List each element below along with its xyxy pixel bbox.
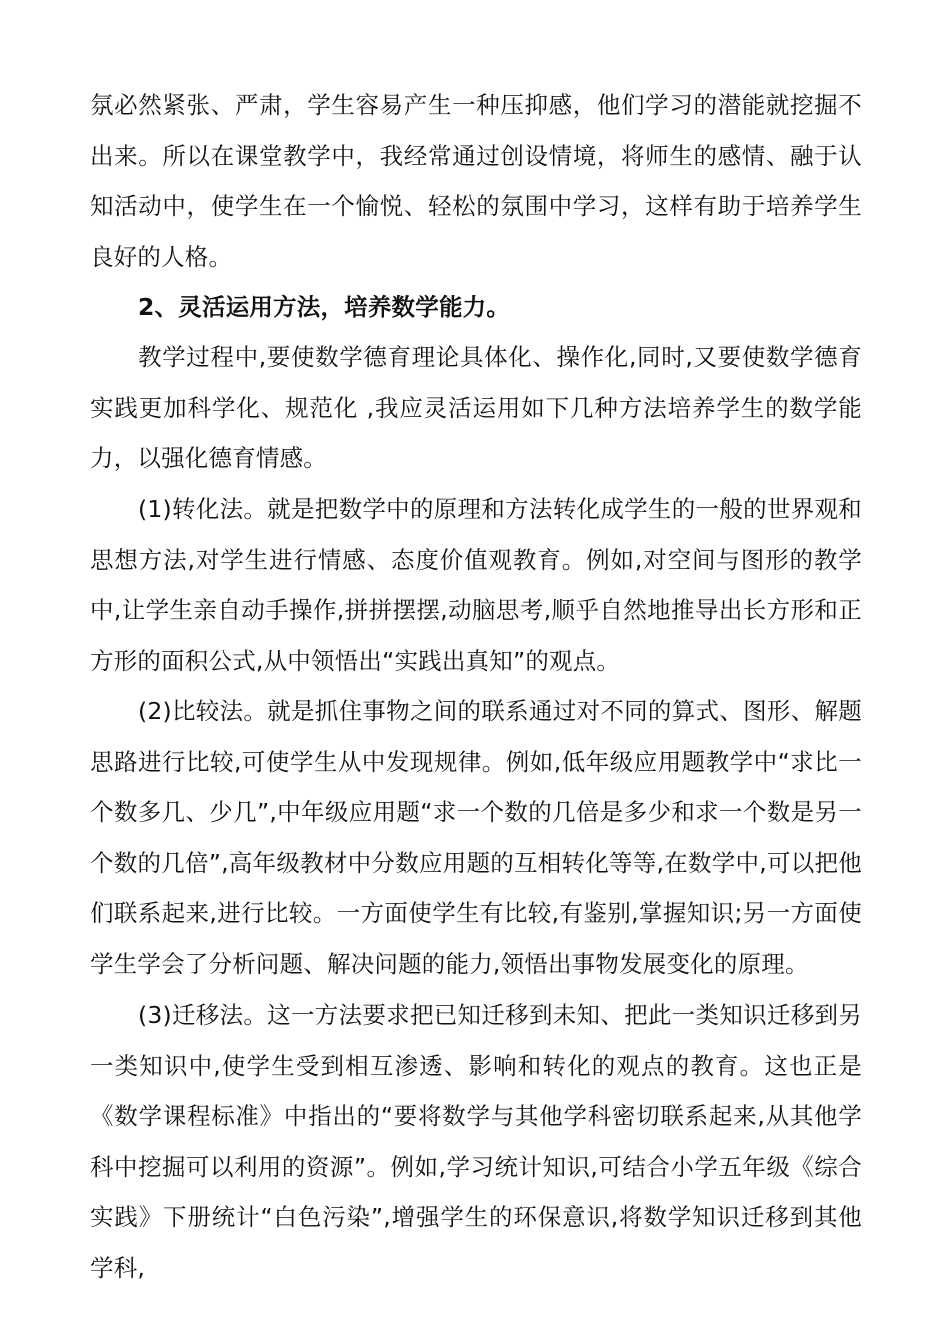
paragraph-transformation-method: (1)转化法。就是把数学中的原理和方法转化成学生的一般的世界观和思想方法,对学生进行情感、态度价值观教育。例如,对空间与图形的教学中,让学生亲自动手操作,拼拼摆摆,动脑思考,顺乎自然地推导出长方形和正方形的面积公式,从中领悟出“实践出真知”的观点。 (90, 495, 862, 675)
section-heading: 2、灵活运用方法，培养数学能力。 (138, 293, 511, 321)
paragraph-transfer-method: (3)迁移法。这一方法要求把已知迁移到未知、把此一类知识迁移到另一类知识中,使学生受到相互渗透、影响和转化的观点的教育。这也正是《数学课程标准》中指出的“要将数学与其他学科密切联系起来,从其他学科中挖掘可以利用的资源”。例如,学习统计知识,可结合小学五年级《综合实践》下册统计“白色污染”,增强学生的环保意识,将数学知识迁移到其他学科, (90, 1001, 862, 1282)
paragraph-intro: 教学过程中,要使数学德育理论具体化、操作化,同时,又要使数学德育实践更加科学化、规范化 ,我应灵活运用如下几种方法培养学生的数学能力，以强化德育情感。 (90, 343, 862, 473)
paragraph-continuation: 氛必然紧张、严肃，学生容易产生一种压抑感，他们学习的潜能就挖掘不出来。所以在课堂教学中，我经常通过创设情境，将师生的感情、融于认知活动中，使学生在一个愉悦、轻松的氛围中学习，这样有助于培养学生良好的人格。 (90, 91, 862, 271)
paragraph-comparison-method: (2)比较法。就是抓住事物之间的联系通过对不同的算式、图形、解题思路进行比较,可使学生从中发现规律。例如,低年级应用题教学中“求比一个数多几、少几”,中年级应用题“求一个数的几倍是多少和求一个数是另一个数的几倍”,高年级教材中分数应用题的互相转化等等,在数学中,可以把他们联系起来,进行比较。一方面使学生有比较,有鉴别,掌握知识;另一方面使学生学会了分析问题、解决问题的能力,领悟出事物发展变化的原理。 (90, 697, 862, 978)
